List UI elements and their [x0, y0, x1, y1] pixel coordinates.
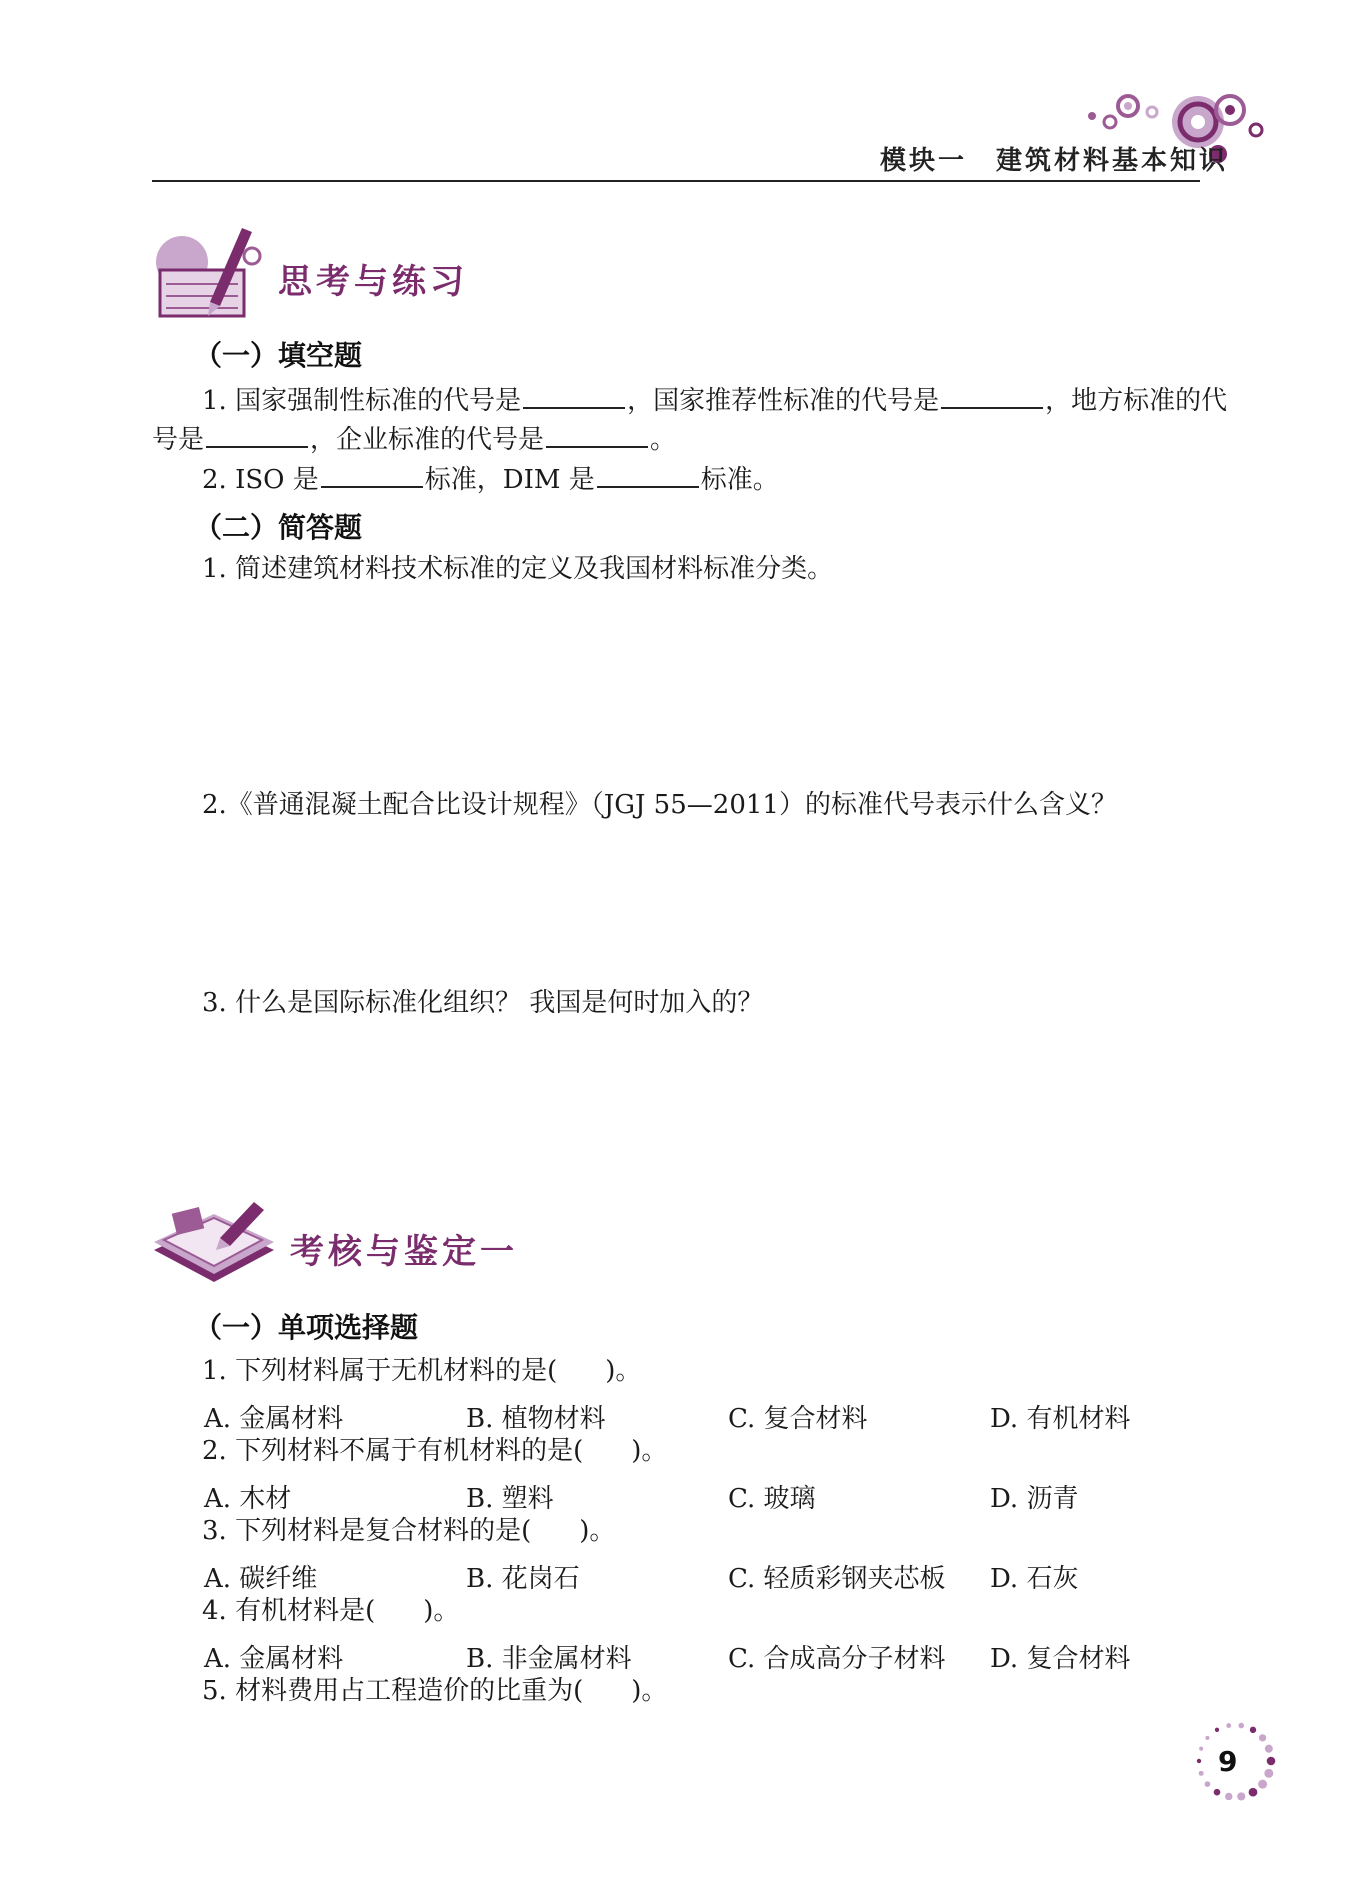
ring-dot	[1199, 1771, 1204, 1776]
mc-q1-close: )。	[605, 1356, 642, 1386]
short-question-3: 3. 什么是国际标准化组织？ 我国是何时加入的？	[202, 988, 764, 1018]
fill-question-2	[202, 464, 779, 493]
mc-q4-close: )。	[423, 1596, 460, 1626]
fill-question-1-line1	[202, 385, 1227, 414]
ring-dot	[1205, 1736, 1209, 1740]
mc-q1-option-d: D. 有机材料	[990, 1404, 1131, 1434]
ring-dot	[1267, 1757, 1276, 1766]
page-number: 9	[1218, 1745, 1238, 1778]
answer-blank[interactable]	[206, 424, 308, 448]
mc-q1-option-b: B. 植物材料	[466, 1404, 606, 1434]
fill-q1-text-f: 。	[650, 425, 677, 455]
short-question-2: 2.《普通混凝土配合比设计规程》（JGJ 55—2011）的标准代号表示什么含义？	[202, 790, 1117, 820]
mc-q3-text: 3. 下列材料是复合材料的是(	[202, 1516, 532, 1546]
mc-q1-option-a: A. 金属材料	[204, 1404, 344, 1434]
mc-q3-option-b: B. 花岗石	[466, 1564, 580, 1594]
ring-dot	[1237, 1792, 1245, 1800]
ring-dot	[1264, 1769, 1273, 1778]
mc-q2-option-a: A. 木材	[204, 1484, 292, 1514]
ring-dot	[1205, 1781, 1211, 1787]
short-answer-heading: （二）简答题	[194, 511, 363, 544]
answer-blank[interactable]	[597, 464, 699, 488]
mc-q3-option-a: A. 碳纤维	[204, 1564, 318, 1594]
fill-q1-text-a: 1. 国家强制性标准的代号是	[202, 386, 522, 416]
ring-dot	[1199, 1747, 1203, 1751]
fill-q1-text-d: 号是	[152, 425, 205, 455]
header-rule	[152, 180, 1200, 182]
mc-q3-close: )。	[579, 1516, 616, 1546]
fill-q2-text-c: 标准。	[700, 465, 779, 495]
mc-q3-option-c: C. 轻质彩钢夹芯板	[728, 1564, 946, 1594]
mc-q2-option-b: B. 塑料	[466, 1484, 554, 1514]
fill-in-heading: （一）填空题	[194, 339, 363, 372]
ring-dot	[1258, 1780, 1267, 1789]
section-title-assessment: 考核与鉴定一	[290, 1232, 518, 1272]
mc-q2-close: )。	[631, 1436, 668, 1466]
mc-q2-option-c: C. 玻璃	[728, 1484, 816, 1514]
mc-q2-option-d: D. 沥青	[990, 1484, 1079, 1514]
mc-question-5	[202, 1678, 667, 1704]
mc-question-4	[202, 1598, 459, 1624]
header-title: 模块一 建筑材料基本知识	[880, 146, 1229, 176]
mc-question-2	[202, 1438, 667, 1464]
pen-notebook-icon	[152, 222, 262, 322]
ring-dot	[1214, 1789, 1221, 1796]
fill-question-1-line2	[152, 424, 676, 453]
fill-q2-text-a: 2. ISO 是	[202, 465, 319, 495]
mc-q4-option-a: A. 金属材料	[204, 1644, 344, 1674]
ring-dot	[1226, 1723, 1231, 1728]
ring-dot	[1197, 1759, 1201, 1763]
ring-dot	[1225, 1793, 1232, 1800]
mc-q1-option-c: C. 复合材料	[728, 1404, 868, 1434]
mc-q3-option-d: D. 石灰	[990, 1564, 1079, 1594]
mc-q5-text: 5. 材料费用占工程造价的比重为(	[202, 1676, 584, 1706]
answer-blank[interactable]	[321, 464, 423, 488]
section-title-practice: 思考与练习	[278, 262, 468, 302]
answer-blank[interactable]	[941, 385, 1043, 409]
ring-dot	[1249, 1788, 1258, 1797]
multiple-choice-heading: （一）单项选择题	[194, 1311, 419, 1344]
mc-q4-option-b: B. 非金属材料	[466, 1644, 632, 1674]
mc-q4-option-d: D. 复合材料	[990, 1644, 1131, 1674]
ring-dot	[1265, 1745, 1273, 1753]
mc-q2-text: 2. 下列材料不属于有机材料的是(	[202, 1436, 584, 1466]
mc-question-1	[202, 1358, 641, 1384]
mc-q5-close: )。	[631, 1676, 668, 1706]
fill-q1-text-b: ，国家推荐性标准的代号是	[627, 386, 940, 416]
ring-dot	[1259, 1734, 1266, 1741]
fill-q2-text-b: 标准，DIM 是	[424, 465, 595, 495]
short-question-1: 1. 简述建筑材料技术标准的定义及我国材料标准分类。	[202, 554, 834, 584]
ring-dot	[1238, 1723, 1244, 1729]
ring-dot	[1215, 1728, 1219, 1732]
mc-question-3	[202, 1518, 615, 1544]
fill-q1-text-c: ，地方标准的代	[1045, 386, 1228, 416]
fill-q1-text-e: ，企业标准的代号是	[310, 425, 545, 455]
answer-blank[interactable]	[523, 385, 625, 409]
mc-q1-text: 1. 下列材料属于无机材料的是(	[202, 1356, 558, 1386]
mc-q4-text: 4. 有机材料是(	[202, 1596, 376, 1626]
book-pencil-icon	[150, 1196, 278, 1288]
mc-q4-option-c: C. 合成高分子材料	[728, 1644, 946, 1674]
answer-blank[interactable]	[546, 424, 648, 448]
ring-dot	[1250, 1727, 1256, 1733]
